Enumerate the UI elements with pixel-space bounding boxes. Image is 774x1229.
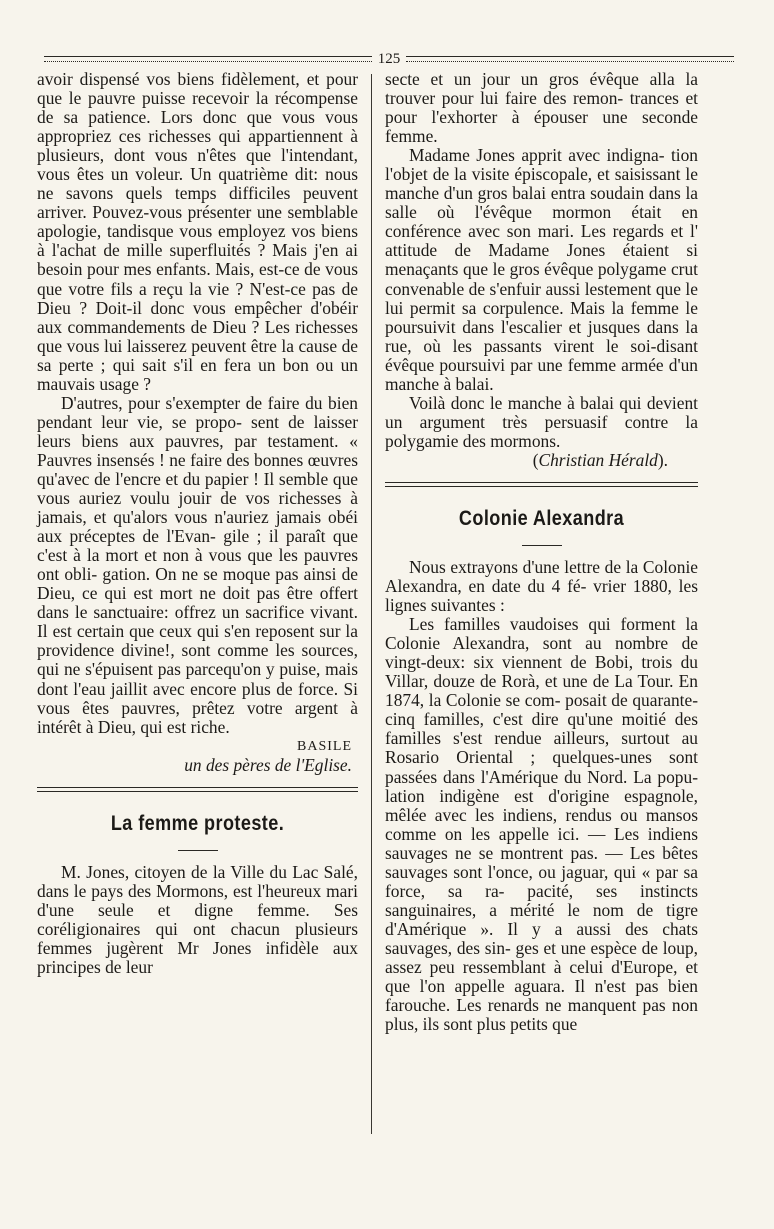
paragraph-jones-continuation [385,70,698,146]
text-line: vous auriez voulu jouir de vos richesses [37,488,342,509]
text-line: Il y a aussi des chats sauvages, des sin- [385,918,698,958]
text-line: donc que vous vous appropriez ces [37,107,358,147]
text-line: par une femme armée d'un manche [385,354,698,394]
text-line: D'autres, pour s'exempter de faire [61,392,300,413]
text-line: jamais obéi aux préceptes de l'Evan- [37,507,359,547]
text-line: tion l'objet de la visite épiscopale, et [385,145,698,185]
paragraph-jones [37,863,358,977]
text-line: ges et une espèce de loup, assez peu [385,937,698,977]
text-line: faire des bonnes œuvres qu'avec de [37,449,358,489]
text-line: entra soudain dans la salle où l'évêque [385,183,698,223]
text-line: votre argent à intérêt à Dieu, qui est [37,697,358,737]
text-line: riche. [190,716,230,737]
text-line: Les indiens sauvages ne se montrent [385,823,698,863]
text-line: posait de quarante-cinq familles, c'est [385,690,698,730]
text-line: d'obéir aux commandements de Dieu ? [37,297,358,337]
text-line: offert dans le sanctuaire: offrez un [37,583,358,623]
header-rule-right [406,56,734,62]
text-line: pacité, ses instincts sanguinaires, a [385,880,698,920]
text-line: à balai. [443,373,494,394]
section-rule [385,482,698,487]
text-line: divine!, sont comme les sources, qui [37,640,358,680]
text-line: sacrifice vivant. Il est certain que ceux [37,602,358,642]
column-divider [371,74,372,1134]
text-line: La Tour. En 1874, la Colonie se com- [385,671,698,711]
text-line: peuvent être la cause de sa perte ; qui [37,335,358,375]
text-line: Oriental ; quelques-unes sont passées [385,747,698,787]
text-line: avoir dispensé vos biens fidèlement, [37,69,300,89]
title-underline [522,545,562,546]
text-line: richesses qui appartiennent à plusieurs, [37,126,359,166]
text-line: êtes un voleur. Un quatrième dit: [76,164,319,185]
text-line: Colonie Alexandra, en date du 4 fé- [385,556,698,597]
text-line: ressemblant à celui d'Europe, et que [385,956,698,997]
text-line: secte et un jour un gros évêque alla [385,69,675,89]
text-line: Nous extrayons d'une lettre de la [409,556,639,577]
source-citation [385,451,668,470]
left-column [37,70,358,977]
text-line: dont vous n'êtes que l'intendant, vous [37,145,358,185]
section-rule [37,787,358,792]
text-line: pas. — Les bêtes sauvages sont l'once, [385,842,698,882]
text-line: femme. Ses coréligionaires qui ont [37,899,358,939]
text-line: par testament. « Pauvres insensés ! ne [37,430,358,470]
text-line: superfluités ? Mais j'en ai besoin pour [37,240,358,280]
text-line: sait s'il en fera un bon ou un mauvais [37,354,358,394]
text-line: mais dont l'eau jaillit avec encore plus [37,659,358,699]
text-line: farouche. Les renards ne manquent [385,995,637,1016]
text-line: que le gros évêque polygame crut [462,259,698,280]
text-line: de Dieu ? Doit-il donc vous empêcher [37,278,358,318]
page-number: 125 [377,51,401,67]
paragraph-familles-vaudoises [385,615,698,1034]
text-line: la femme le poursuivit dans l'escalier [385,297,698,337]
text-line: nous ne savons quels temps difficiles [37,164,358,204]
text-line: mansos comme on les appelle ici. — [385,804,698,844]
text-line: Dieu, ce qui est mort ne doit pas être [37,583,313,604]
text-line: ou jaguar, qui « par sa force, sa ra- [385,861,698,901]
text-line: non à vous que les pauvres ont obli- [37,545,358,585]
text-line: Les richesses que vous lui laisserez [37,316,358,356]
text-line: mormon était en conférence avec son [385,202,698,242]
text-line: peuvent arriver. Pouvez-vous présenter [37,183,359,223]
text-line: et jusques dans la rue, où les passants [385,316,698,356]
text-line: vingt-deux: six viennent de Bobi, trois [385,652,673,673]
text-line: du Villar, douze de Rorà, et une de [385,652,698,692]
text-line: dire qu'une moitié des familles s'est [385,709,698,749]
text-line: à jamais, et qu'alors vous n'auriez [37,488,358,528]
text-line: ne s'épuisent pas parcequ'on y puise, [63,659,321,680]
text-line: gile ; il paraît que c'est à la mort et [37,526,358,566]
text-line: Jones infidèle aux principes de leur [37,937,358,977]
text-line: la trouver pour lui faire des remon- [385,69,698,109]
text-line: gation. On ne se moque pas ainsi de [102,564,358,585]
header-rule-left [44,56,372,62]
paragraph-basile-continuation [37,70,358,394]
section-title-colonie-alexandra: Colonie Alexandra [458,506,625,530]
text-line: pas non plus, ils sont plus petits que [385,995,698,1035]
text-line: Les familles vaudoises qui forment la [409,614,698,635]
paragraph-madame-jones [385,146,698,394]
text-line: l'encre et du papier ! Il semble que [115,468,359,489]
text-line: de force. Si vous êtes pauvres, prêtez [37,678,358,718]
text-line: est l'heureux mari d'une seule et digne [37,880,358,920]
paragraph-basile-testament [37,394,358,737]
signature-name: BASILE [297,738,352,754]
text-line: Colonie Alexandra, sont au nombre de [385,633,698,654]
text-line: Madame Jones étaient si menaçants [385,240,698,280]
text-line: lation indigène est d'origine espagnole, [385,785,698,806]
text-line: que le lui permit sa corpulence. Mais [385,278,698,318]
title-underline [178,850,218,851]
paragraph-extract-intro [385,558,698,615]
section-title-femme-proteste: La femme proteste. [110,811,285,835]
text-line: mari. Les regards et l' attitude de [385,221,698,261]
text-line: votre fils a reçu la vie ? N'est-ce pas [68,278,336,299]
text-line: Lac Salé, dans le pays des Mormons, [37,861,358,901]
text-line: convenable de s'enfuir aussi lestement [385,278,652,299]
text-line: virent le soi-disant évêque poursuivi [385,335,698,375]
text-line: l'on appelle aguara. Il n'est pas bien [419,976,698,997]
page-header [44,52,734,66]
text-line: usage ? [99,373,151,394]
right-column [385,70,698,1034]
text-line: Voilà donc le manche à balai qui [409,392,642,413]
text-line: qui s'en reposent sur la providence [37,621,358,661]
source-title: Christian Hérald [538,449,658,470]
text-line: une semblable apologie, tandisque vous [37,202,358,242]
text-line: trances et pour l'exhorter à épouser [385,88,698,128]
source-close: ). [657,449,668,470]
text-line: contre la polygamie des mormons. [385,411,698,451]
text-line: saisissant le manche d'un gros balai [385,164,698,204]
text-line: mes enfants. Mais, est-ce de vous que [37,259,359,299]
text-line: dans l'Amérique du Nord. La popu- [443,766,698,787]
text-line: chacun plusieurs femmes jugèrent Mr [37,918,358,958]
text-line: une seconde femme. [385,107,698,147]
text-line: M. Jones, citoyen de la Ville du [61,861,287,882]
text-line: Madame Jones apprit avec indigna- [409,145,665,166]
text-line: sent de laisser leurs biens aux pauvres, [37,411,358,451]
text-line: devient un argument très persuasif [385,392,698,432]
signature-role: un des pères de l'Eglise. [184,754,352,775]
text-line: mérité le nom de tigre d'Amérique ». [385,899,699,939]
text-line: et pour que le pauvre puisse recevoir [37,69,359,109]
text-line: du bien pendant leur vie, se propo- [37,392,358,432]
paragraph-balai [385,394,698,451]
text-line: rendue ailleurs, surtout au Rosario [385,728,698,768]
text-line: mêlée avec les indiens, rendus ou [385,804,638,825]
text-line: vrier 1880, les lignes suivantes : [385,576,698,616]
source-open: ( [532,449,539,470]
text-line: la récompense de sa patience. Lors [37,88,358,128]
text-line: employez vos biens à l'achat de mille [37,221,358,261]
